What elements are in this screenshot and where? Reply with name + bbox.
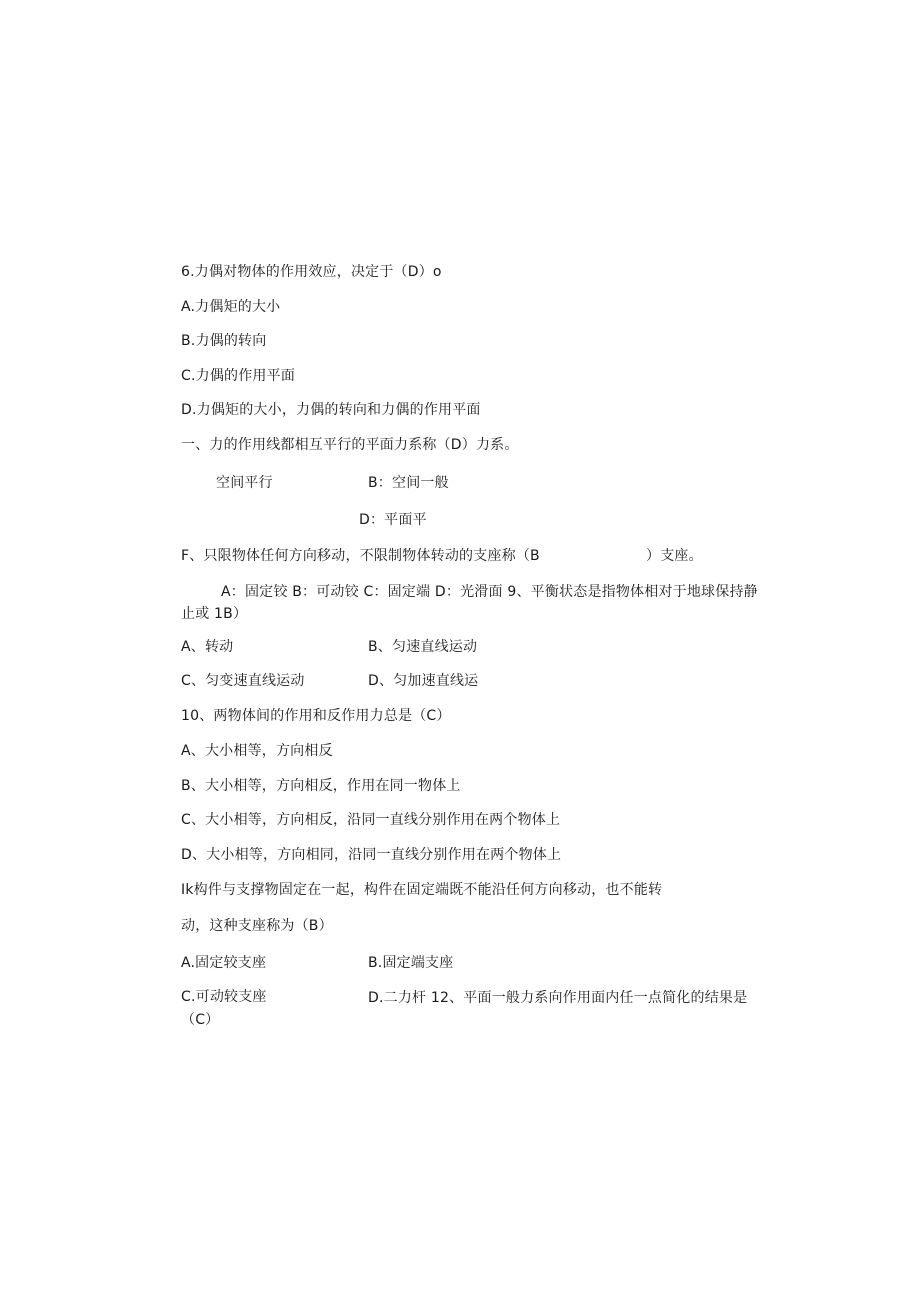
q6-text: 6.力偶对物体的作用效应，决定于（D）o <box>181 264 442 280</box>
q11-option-b: B.固定端支座 <box>368 955 454 971</box>
q11-text: Ik构件与支撑物固定在一起，构件在固定端既不能沿任何方向移动，也不能转 <box>181 882 663 898</box>
q6-option-b: B.力偶的转向 <box>181 333 267 349</box>
q8-text: F、只限物体任何方向移动，不限制物体转动的支座称（B <box>181 548 540 564</box>
q9-option-a: A、转动 <box>181 639 234 655</box>
q7-text: 一、力的作用线都相互平行的平面力系称（D）力系。 <box>181 437 519 453</box>
q11-option-c: C.可动较支座 <box>181 989 267 1005</box>
q7-option-b: B：空间一般 <box>368 475 449 491</box>
q9-option-d: D、匀加速直线运 <box>368 673 479 689</box>
q10-text: 10、两物体间的作用和反作用力总是（C） <box>181 708 451 724</box>
q10-option-d: D、大小相等，方向相同，沿同一直线分别作用在两个物体上 <box>181 847 562 863</box>
q9-option-c: C、匀变速直线运动 <box>181 673 305 689</box>
q8-text-end: ）支座。 <box>646 548 703 564</box>
q6-option-a: A.力偶矩的大小 <box>181 299 281 315</box>
q11-option-a: A.固定较支座 <box>181 955 267 971</box>
q6-option-c: C.力偶的作用平面 <box>181 368 296 384</box>
q10-option-c: C、大小相等，方向相反，沿同一直线分别作用在两个物体上 <box>181 812 561 828</box>
q11-option-d-q12-text: D.二力杆 12、平面一般力系向作用面内任一点简化的结果是（C） <box>181 990 748 1028</box>
q10-option-b: B、大小相等，方向相反，作用在同一物体上 <box>181 778 461 794</box>
q7-option-a: 空间平行 <box>216 475 273 491</box>
q10-option-a: A、大小相等，方向相反 <box>181 743 333 759</box>
q9-option-b: B、匀速直线运动 <box>368 639 478 655</box>
q11-text-continued: 动，这种支座称为（B） <box>181 918 333 934</box>
q6-option-d: D.力偶矩的大小，力偶的转向和力偶的作用平面 <box>181 402 481 418</box>
q7-option-d: D：平面平 <box>359 512 427 528</box>
q8-options-q9-text: A：固定铰 B：可动铰 C：固定端 D：光滑面 9、平衡状态是指物体相对于地球保持静止或 1B） <box>181 584 758 622</box>
